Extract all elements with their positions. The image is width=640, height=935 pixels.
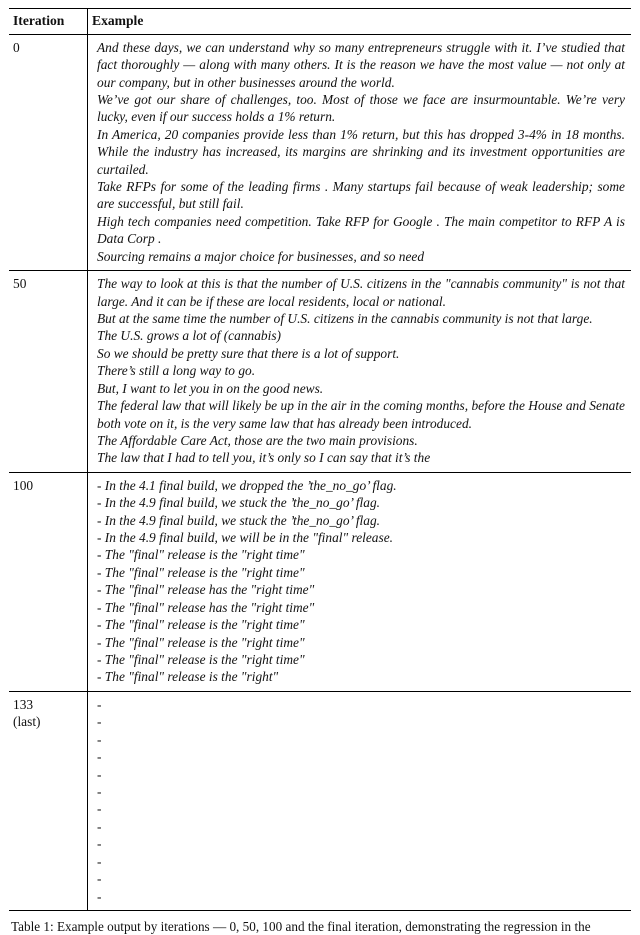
iteration-cell	[9, 34, 88, 270]
table-row	[9, 691, 631, 910]
iteration-label: 50	[13, 276, 27, 292]
example-cell	[88, 472, 632, 691]
example-paragraph: -	[97, 783, 102, 799]
example-paragraph: - The "final" release has the "right time"	[97, 599, 315, 615]
example-paragraph: - The "final" release is the "right time"	[97, 617, 305, 633]
iteration-label: (last)	[13, 714, 41, 730]
table-header-row	[9, 9, 631, 35]
example-paragraph: In America, 20 companies provide less than 1% return, but this has dropped 3-4% in 18 months. While the industry has increased, its margins are shrinking and its investment opportunities are curtailed.	[97, 126, 625, 177]
example-paragraph: But at the same time the number of U.S. citizens in the cannabis community is not that large.	[97, 311, 593, 326]
example-paragraph: - The "final" release is the "right time"	[97, 564, 305, 580]
results-table	[9, 8, 631, 911]
example-paragraph: -	[97, 731, 102, 747]
example-paragraph: The U.S. grows a lot of (cannabis)	[97, 328, 281, 344]
example-paragraph: -	[97, 766, 102, 782]
example-paragraph: -	[97, 888, 102, 904]
example-paragraph: - The "final" release is the "right time"	[97, 547, 305, 563]
example-paragraph: - In the 4.1 final build, we dropped the ’the_no_go’ flag.	[97, 477, 397, 493]
example-paragraph: -	[97, 871, 102, 887]
example-paragraph: - The "final" release is the "right time"	[97, 634, 305, 650]
iteration-cell	[9, 271, 88, 473]
example-paragraph: The Affordable Care Act, those are the two main provisions.	[97, 432, 418, 448]
example-paragraph: The way to look at this is that the number of U.S. citizens in the "cannabis community" is not that large. And it can be if these are local residents, local or national.	[97, 276, 625, 309]
example-paragraph: - In the 4.9 final build, we stuck the ’the_no_go’ flag.	[97, 495, 381, 511]
example-paragraph: -	[97, 818, 102, 834]
table-body	[9, 34, 631, 910]
example-paragraph: - The "final" release has the "right time"	[97, 582, 315, 598]
example-paragraph: But, I want to let you in on the good news.	[97, 380, 324, 396]
example-paragraph: High tech companies need competition. Take RFP for Google . The main competitor to RFP A is Data Corp .	[97, 213, 625, 247]
example-paragraph: -	[97, 853, 102, 869]
col-header-example: Example	[88, 9, 632, 35]
example-paragraph: There’s still a long way to go.	[97, 363, 256, 379]
table-row	[9, 472, 631, 691]
table-row	[9, 34, 631, 270]
example-paragraph: -	[97, 801, 102, 817]
example-paragraph: -	[97, 836, 102, 852]
table-caption: Table 1: Example output by iterations — 0, 50, 100 and the final iteration, demonstrating the regression in the	[11, 918, 591, 934]
example-cell	[88, 271, 632, 473]
example-paragraph: -	[97, 714, 102, 730]
example-paragraph: So we should be pretty sure that there is a lot of support.	[97, 345, 400, 361]
iteration-label: 0	[13, 39, 20, 55]
iteration-label: 100	[13, 477, 34, 493]
example-paragraph: -	[97, 749, 102, 765]
example-cell	[88, 691, 632, 910]
example-paragraph: Take RFPs for some of the leading firms . Many startups fail because of weak leadership; some are successful, but still fail.	[97, 179, 625, 212]
example-paragraph: - The "final" release is the "right"	[97, 669, 279, 685]
table-row	[9, 271, 631, 473]
col-header-iteration: Iteration	[9, 9, 88, 35]
example-paragraph: And these days, we can understand why so many entrepreneurs struggle with it. I’ve studied that fact thoroughly — along with many others. It is the reason we have the most value — not only at our company, but in other businesses around the world.	[97, 39, 625, 90]
example-paragraph: Sourcing remains a major choice for businesses, and so need	[97, 248, 425, 264]
example-paragraph: - In the 4.9 final build, we stuck the ’the_no_go’ flag.	[97, 512, 381, 528]
example-paragraph: The federal law that will likely be up in the air in the coming months, before the House and Senate both vote on it, is the very same law that has already been introduced.	[97, 398, 625, 431]
table-header	[9, 9, 631, 35]
example-cell	[88, 34, 632, 270]
iteration-cell	[9, 472, 88, 691]
example-paragraph: -	[97, 696, 102, 712]
example-paragraph: - In the 4.9 final build, we will be in the "final" release.	[97, 530, 394, 546]
iteration-label: 133	[13, 696, 34, 712]
example-paragraph: The law that I had to tell you, it’s only so I can say that it’s the	[97, 450, 431, 466]
example-paragraph: - The "final" release is the "right time"	[97, 652, 305, 668]
iteration-cell	[9, 691, 88, 910]
example-paragraph: We’ve got our share of challenges, too. Most of those we face are insurmountable. We’re very lucky, even if our success holds a 1% return.	[97, 91, 625, 125]
